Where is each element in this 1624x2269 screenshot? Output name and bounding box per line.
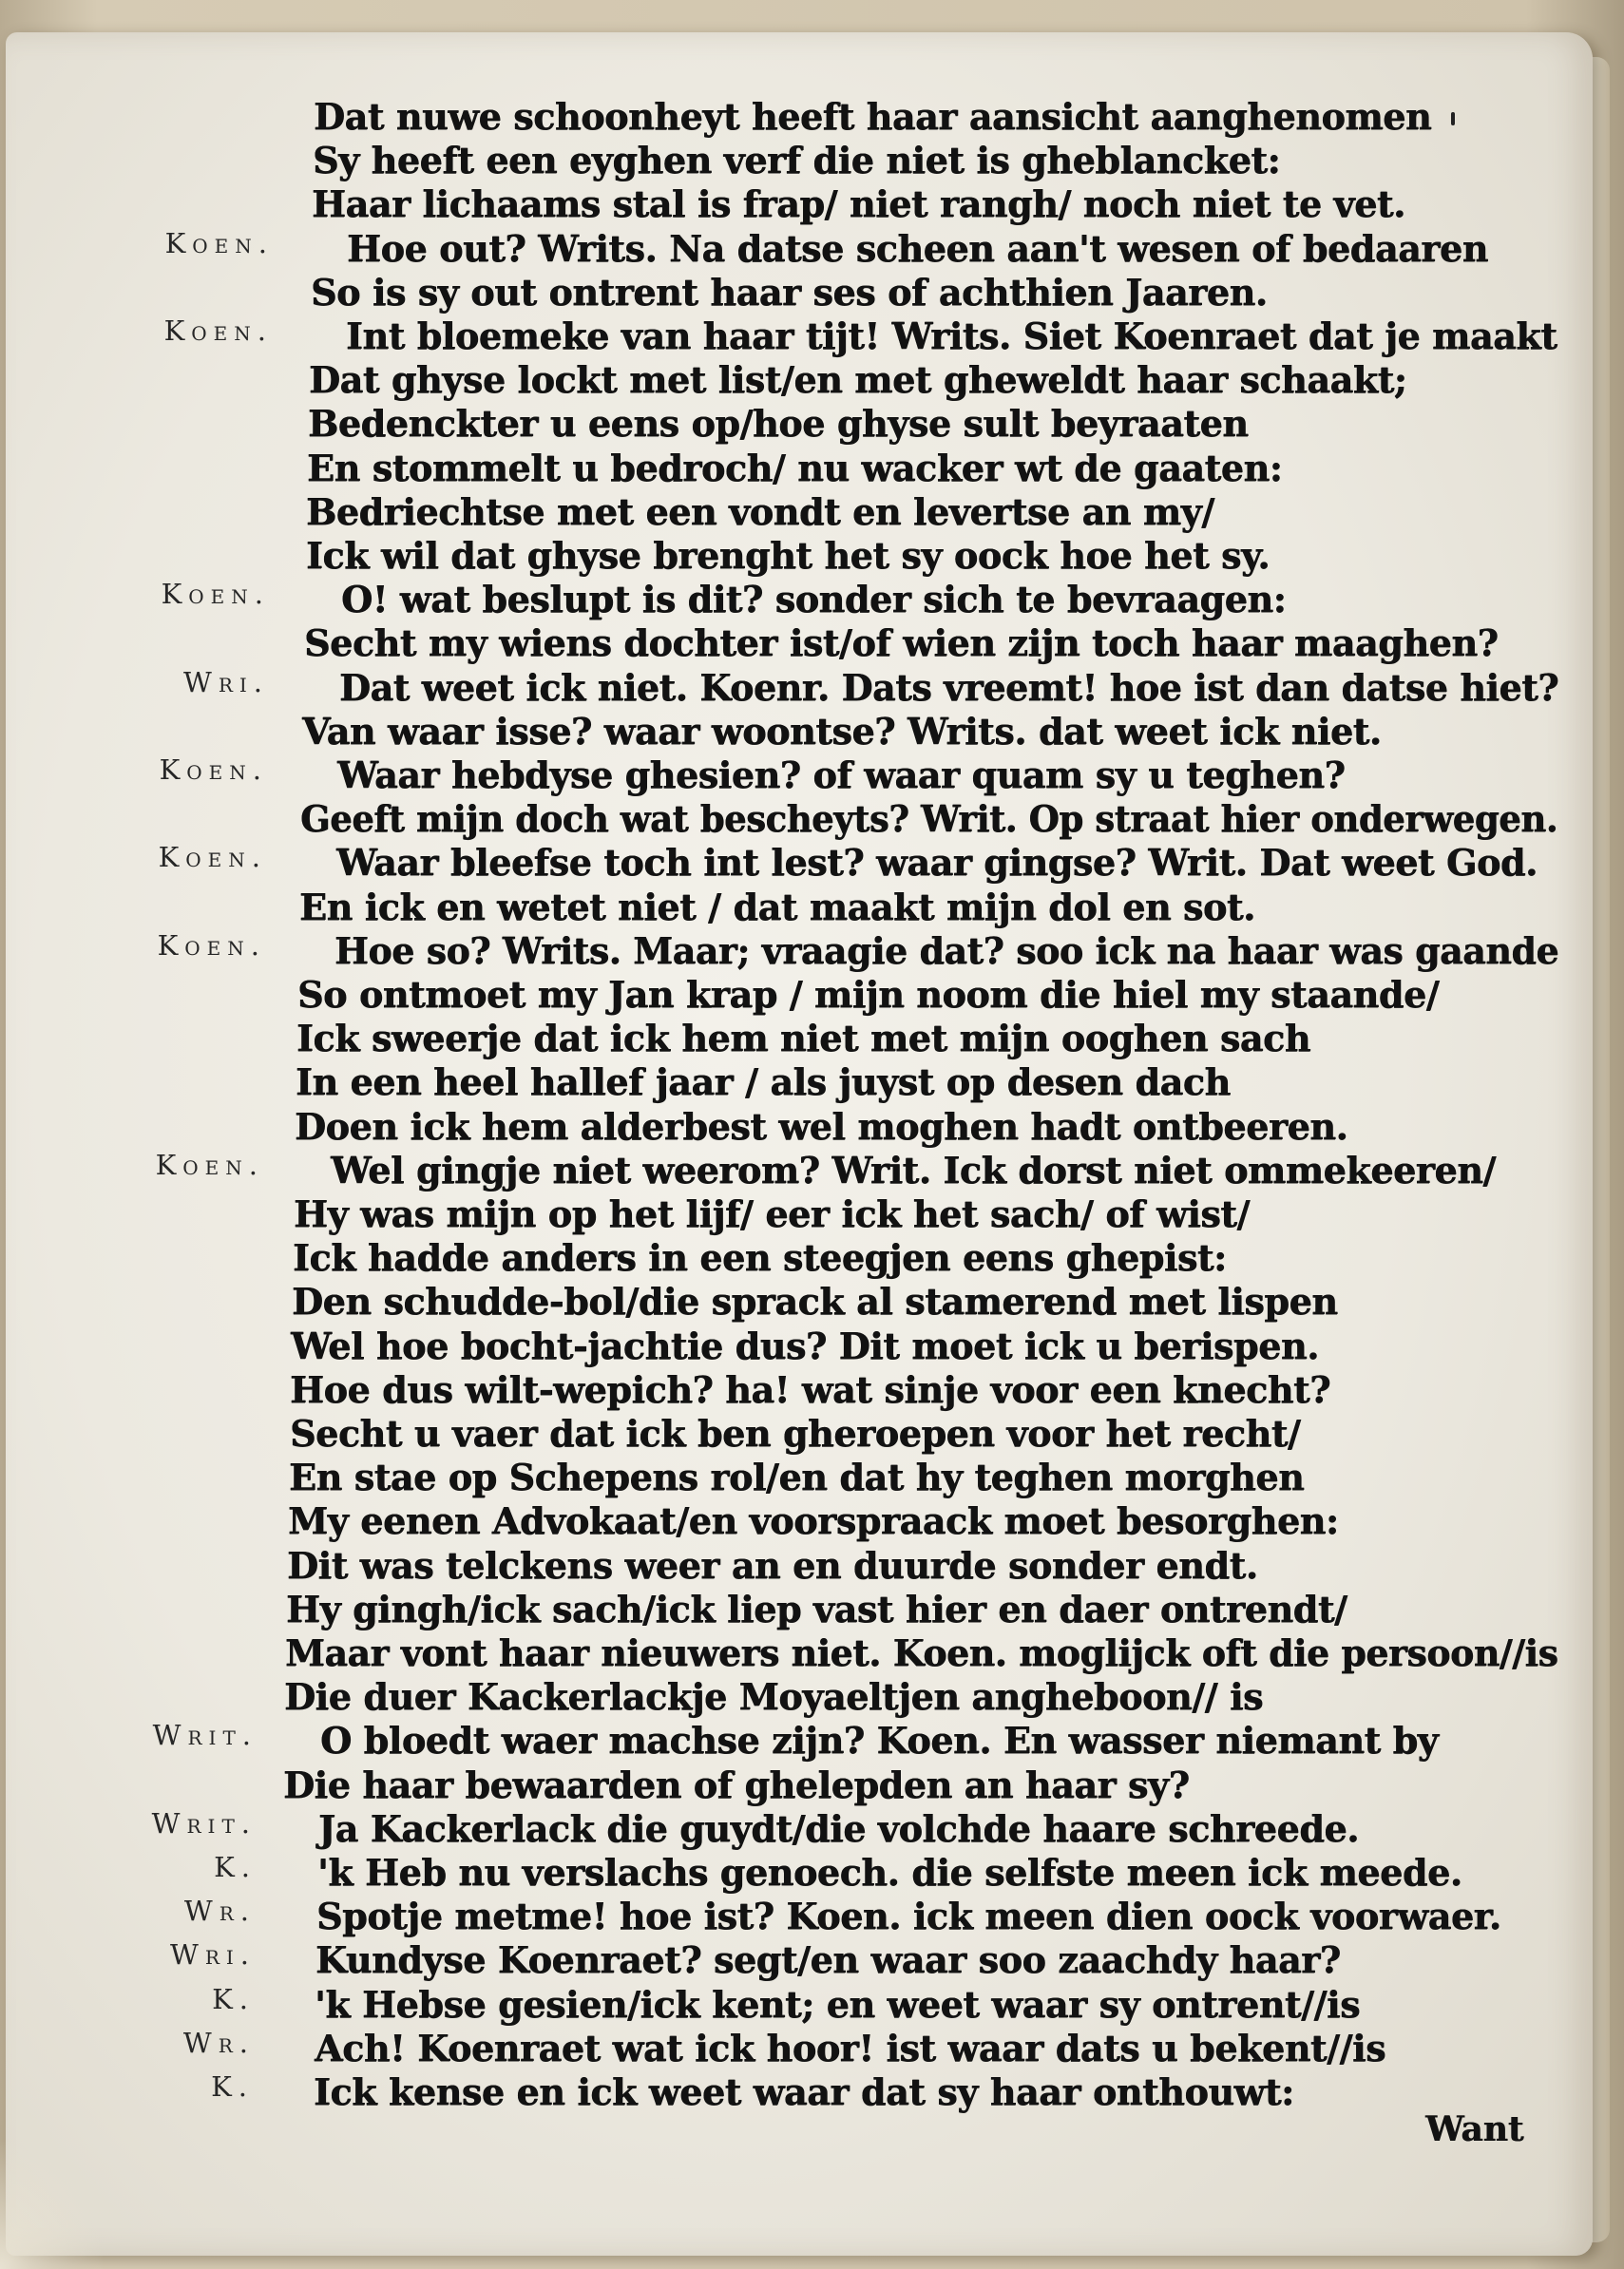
verse-line — [0, 402, 1615, 445]
verse-line — [0, 1236, 1615, 1279]
verse-text: Dit was telckens weer an en duurde sonder endt. — [287, 1544, 1258, 1587]
verse-line — [0, 358, 1615, 401]
verse-text: 'k Hebse gesien/ick kent; en weet waar sy ontrent//is — [315, 1983, 1361, 2026]
verse-text: Ick wil dat ghyse brenght het sy oock hoe het sy. — [306, 534, 1271, 577]
verse-line — [0, 534, 1615, 577]
speaker-label: Wri. — [183, 666, 269, 698]
verse-text: Ach! Koenraet wat ick hoor! ist waar dats u bekent//is — [315, 2027, 1386, 2069]
verse-text: Sy heeft een eyghen verf die niet is gheblancket: — [313, 139, 1281, 181]
verse-text: Secht my wiens dochter ist/of wien zijn toch haar maaghen? — [304, 621, 1499, 664]
verse-text: Ick hadde anders in een steegjen eens ghepist: — [293, 1236, 1227, 1279]
verse-text: Hy was mijn op het lijf/ eer ick het sach/ of wist/ — [294, 1192, 1250, 1235]
verse-line — [0, 182, 1615, 225]
verse-text: Den schudde-bol/die sprack al stamerend met lispen — [292, 1280, 1338, 1323]
verse-text: Hoe out? Writs. Na datse scheen aan't wesen of bedaaren — [347, 227, 1488, 270]
verse-line — [0, 973, 1615, 1016]
verse-line — [0, 841, 1615, 884]
speaker-label: Wr. — [183, 1895, 256, 1927]
verse-text: In een heel hallef jaar / als juyst op desen dach — [296, 1060, 1231, 1103]
verse-text: En stommelt u bedroch/ nu wacker wt de gaaten: — [307, 447, 1283, 489]
verse-line — [0, 753, 1615, 796]
verse-line — [0, 227, 1615, 270]
verse-text: Hoe dus wilt-wepich? ha! wat sinje voor een knecht? — [290, 1368, 1330, 1411]
verse-line — [0, 1851, 1615, 1894]
verse-line — [0, 1280, 1615, 1323]
verse-line — [0, 1895, 1615, 1937]
verse-line — [0, 1764, 1615, 1806]
verse-text: Bedenckter u eens op/hoe ghyse sult beyraaten — [308, 402, 1249, 445]
speaker-label: Koen. — [161, 578, 270, 610]
verse-line — [0, 886, 1615, 928]
verse-text: Die duer Kackerlackje Moyaeltjen angheboon// is — [284, 1675, 1264, 1718]
verse-line — [0, 1588, 1615, 1630]
verse-text: Maar vont haar nieuwers niet. Koen. moglijck oft die persoon//is — [285, 1631, 1558, 1674]
verse-text: Wel gingje niet weerom? Writ. Ick dorst niet ommekeeren/ — [331, 1149, 1496, 1192]
verse-line — [0, 271, 1615, 314]
verse-line — [0, 139, 1615, 181]
verse-text: Ick sweerje dat ick hem niet met mijn ooghen sach — [296, 1017, 1310, 1059]
verse-text: Ja Kackerlack die guydt/die volchde haare schreede. — [318, 1807, 1360, 1850]
speaker-label: K. — [212, 1983, 255, 2015]
verse-line — [0, 1325, 1615, 1367]
speaker-label: Koen. — [163, 315, 273, 347]
speaker-label: Koen. — [159, 753, 268, 786]
verse-line — [0, 1983, 1615, 2026]
verse-text: Ick kense en ick weet waar dat sy haar onthouwt: — [314, 2070, 1294, 2113]
verse-text: Die haar bewaarden of ghelepden an haar sy? — [283, 1764, 1190, 1806]
verse-line — [0, 95, 1615, 138]
verse-line — [0, 1060, 1615, 1103]
verse-line — [0, 1719, 1615, 1762]
verse-text: Hoe so? Writs. Maar; vraagie dat? soo ick na haar was gaande — [334, 929, 1559, 972]
speaker-label: Koen. — [158, 841, 267, 873]
verse-text: En ick en wetet niet / dat maakt mijn dol en sot. — [299, 886, 1255, 928]
verse-text: Wel hoe bocht-jachtie dus? Dit moet ick u berispen. — [291, 1325, 1319, 1367]
catchword: Want — [1425, 2109, 1524, 2149]
speaker-label: Wri. — [170, 1938, 256, 1971]
verse-text: Waar bleefse toch int lest? waar gingse? Writ. Dat weet God. — [336, 841, 1538, 884]
verse-text: Int bloemeke van haar tijt! Writs. Siet Koenraet dat je maakt — [346, 315, 1557, 357]
verse-line — [0, 1499, 1615, 1542]
verse-line — [0, 1938, 1615, 1981]
verse-text: En stae op Schepens rol/en dat hy teghen morghen — [289, 1456, 1305, 1498]
verse-text: 'k Heb nu verslachs genoech. die selfste meen ick meede. — [317, 1851, 1462, 1894]
verse-text: Van waar isse? waar woontse? Writs. dat weet ick niet. — [302, 710, 1382, 753]
verse-line — [0, 2027, 1615, 2069]
verse-text: Haar lichaams stal is frap/ niet rangh/ noch niet te vet. — [312, 182, 1405, 225]
verse-text: So is sy out ontrent haar ses of achthien Jaaren. — [311, 271, 1268, 314]
verse-line — [0, 1456, 1615, 1498]
verse-line — [0, 929, 1615, 972]
speaker-label: K. — [211, 2070, 254, 2103]
verse-text: Secht u vaer dat ick ben gheroepen voor het recht/ — [290, 1412, 1301, 1455]
speaker-label: Writ. — [151, 1807, 257, 1840]
verse-text: Kundyse Koenraet? segt/en waar soo zaachdy haar? — [315, 1938, 1341, 1981]
verse-line — [0, 1631, 1615, 1674]
verse-line — [0, 2070, 1615, 2113]
verse-line — [0, 710, 1615, 753]
speaker-label: Writ. — [152, 1719, 258, 1751]
verse-text: Dat nuwe schoonheyt heeft haar aansicht aanghenomen — [314, 95, 1432, 138]
verse-line — [0, 797, 1615, 840]
speaker-label: Koen. — [155, 1149, 264, 1181]
verse-line — [0, 1807, 1615, 1850]
verse-text: Hy gingh/ick sach/ick liep vast hier en daer ontrendt/ — [286, 1588, 1347, 1630]
verse-text: Waar hebdyse ghesien? of waar quam sy u teghen? — [337, 753, 1346, 796]
verse-line — [0, 666, 1615, 709]
verse-line — [0, 1017, 1615, 1059]
verse-text: Bedriechtse met een vondt en levertse an my/ — [306, 490, 1214, 533]
verse-line — [0, 1192, 1615, 1235]
verse-line — [0, 1149, 1615, 1192]
verse-line — [0, 1105, 1615, 1148]
speaker-label: Wr. — [182, 2027, 255, 2059]
speaker-label: Koen. — [157, 929, 266, 962]
speaker-label: Koen. — [164, 227, 274, 259]
verse-text: Dat weet ick niet. Koenr. Dats vreemt! hoe ist dan datse hiet? — [339, 666, 1559, 709]
verse-line — [0, 1368, 1615, 1411]
verse-line — [0, 490, 1615, 533]
verse-text: My eenen Advokaat/en voorspraack moet besorghen: — [288, 1499, 1339, 1542]
verse-line — [0, 621, 1615, 664]
verse-text: O! wat beslupt is dit? sonder sich te bevraagen: — [341, 578, 1287, 620]
verse-text: Dat ghyse lockt met list/en met gheweldt haar schaakt; — [309, 358, 1407, 401]
verse-line — [0, 1544, 1615, 1587]
verse-text: O bloedt waer machse zijn? Koen. En wasser niemant by — [320, 1719, 1439, 1762]
verse-text: Doen ick hem alderbest wel moghen hadt ontbeeren. — [295, 1105, 1348, 1148]
verse-line — [0, 1412, 1615, 1455]
verse-text: Spotje metme! hoe ist? Koen. ick meen dien oock voorwaer. — [316, 1895, 1501, 1937]
verse-text: So ontmoet my Jan krap / mijn noom die hiel my staande/ — [297, 973, 1440, 1016]
verse-text: Geeft mijn doch wat bescheyts? Writ. Op straat hier onderwegen. — [300, 797, 1558, 840]
verse-line — [0, 578, 1615, 620]
verse-line — [0, 447, 1615, 489]
verse-line — [0, 315, 1615, 357]
verse-line — [0, 1675, 1615, 1718]
speaker-label: K. — [214, 1851, 257, 1883]
